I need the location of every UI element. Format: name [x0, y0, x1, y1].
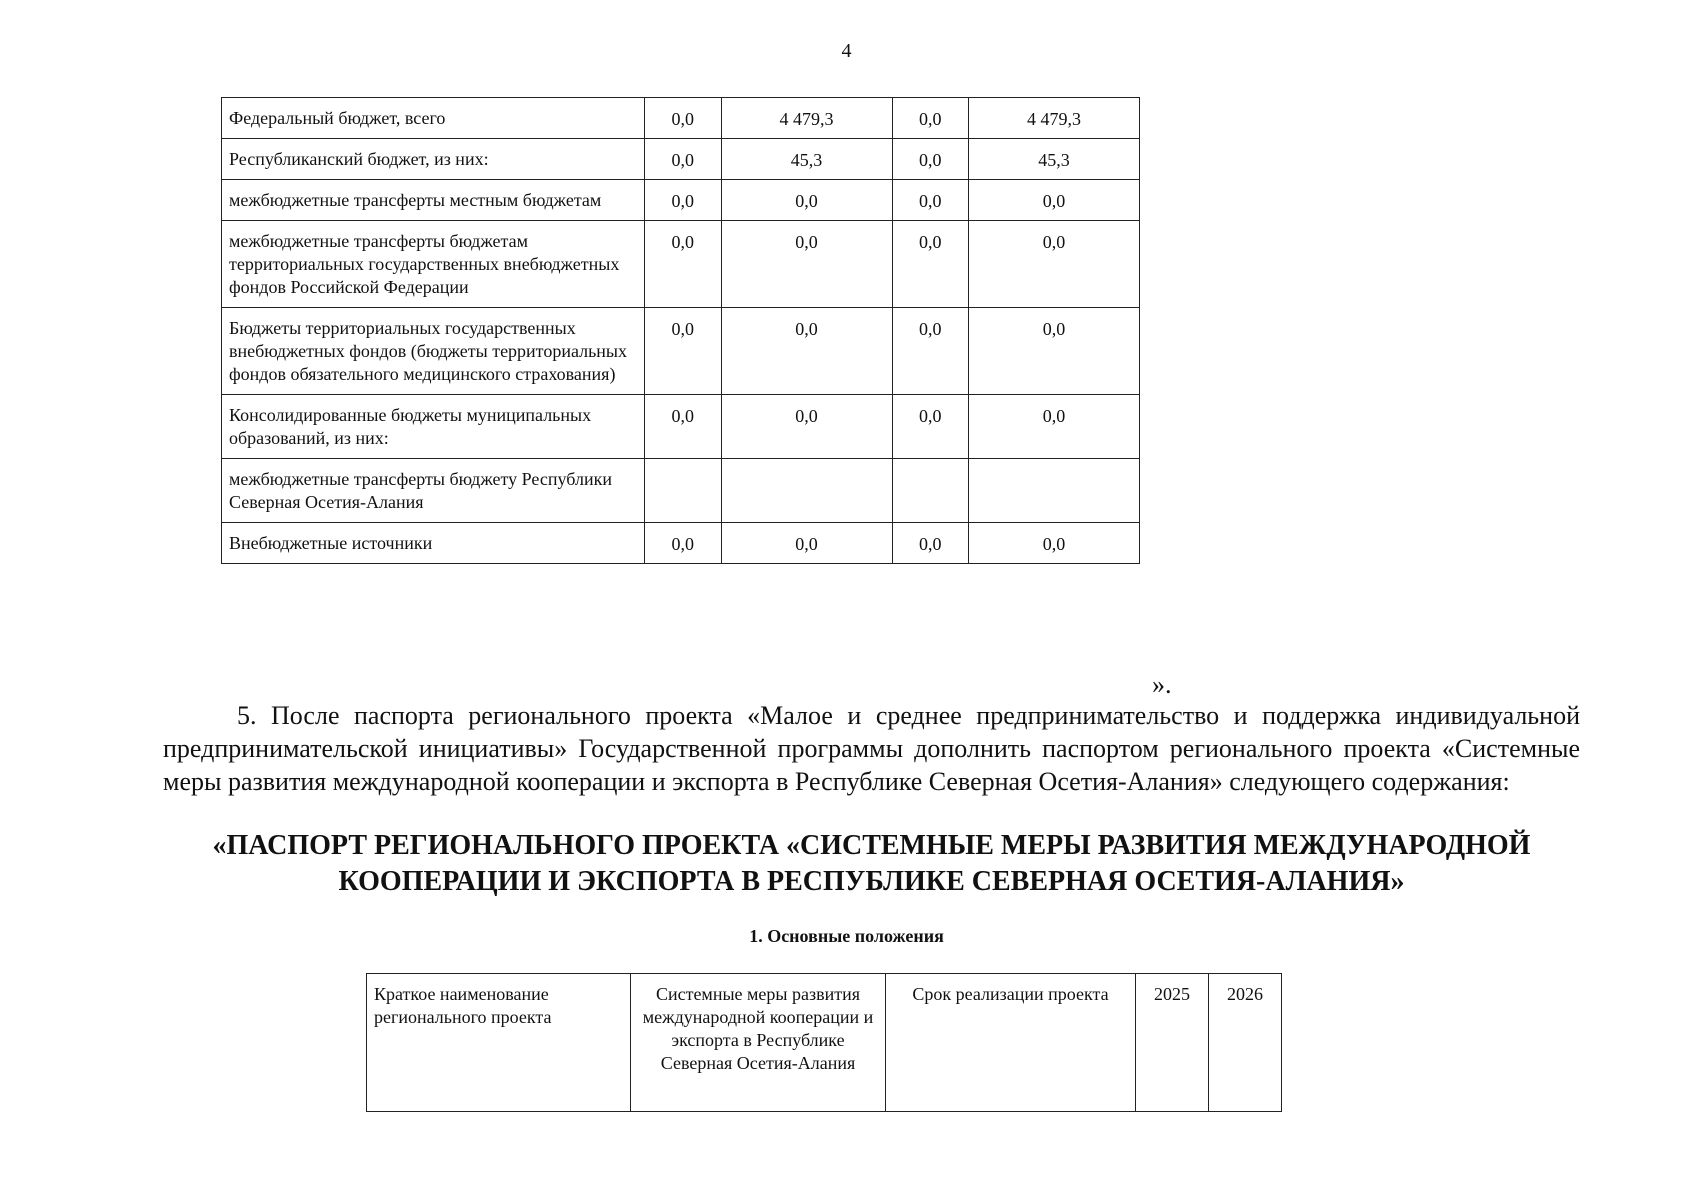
table-row	[222, 308, 1140, 395]
cell-value: 0,0	[969, 308, 1140, 395]
cell-value: 0,0	[645, 180, 722, 221]
table-row	[222, 180, 1140, 221]
cell-value: 0,0	[892, 221, 969, 308]
cell-value: 0,0	[969, 221, 1140, 308]
cell-value: 0,0	[721, 308, 892, 395]
row-label: Бюджеты территориальных государственных внебюджетных фондов (бюджеты территориальных фондов обязательного медицинского страхования)	[222, 308, 645, 395]
table-row	[222, 523, 1140, 564]
row-label: Консолидированные бюджеты муниципальных образований, из них:	[222, 395, 645, 459]
cell-value: 0,0	[892, 395, 969, 459]
cell-value	[892, 459, 969, 523]
passport-heading: «ПАСПОРТ РЕГИОНАЛЬНОГО ПРОЕКТА «СИСТЕМНЫЕ МЕРЫ РАЗВИТИЯ МЕЖДУНАРОДНОЙ КООПЕРАЦИИ И ЭКСПОРТА В РЕСПУБЛИКЕ СЕВЕРНАЯ ОСЕТИЯ-АЛАНИЯ»	[212, 830, 1531, 897]
cell-value: 0,0	[721, 221, 892, 308]
cell-value: 0,0	[892, 139, 969, 180]
cell-value: 0,0	[892, 98, 969, 139]
table-row	[367, 974, 1282, 1112]
table-row	[222, 139, 1140, 180]
row-label: Республиканский бюджет, из них:	[222, 139, 645, 180]
cell-value: 0,0	[645, 523, 722, 564]
cell-value: 0,0	[892, 180, 969, 221]
row-label: межбюджетные трансферты бюджету Республики Северная Осетия-Алания	[222, 459, 645, 523]
page-number: 4	[841, 40, 852, 62]
table-row	[222, 221, 1140, 308]
cell-value: 0,0	[721, 523, 892, 564]
cell-value: 0,0	[645, 221, 722, 308]
cell-value: 0,0	[645, 98, 722, 139]
closing-quote: ».	[1152, 670, 1172, 699]
cell-value: 4 479,3	[969, 98, 1140, 139]
table-row	[222, 98, 1140, 139]
cell-value: 0,0	[892, 523, 969, 564]
short-name-label: Краткое наименование регионального проекта	[367, 974, 631, 1112]
cell-value: 4 479,3	[721, 98, 892, 139]
cell-value: 45,3	[721, 139, 892, 180]
table-row	[222, 395, 1140, 459]
cell-value: 0,0	[969, 180, 1140, 221]
short-name-value: Системные меры развития международной кооперации и экспорта в Республике Северная Осетия-Алания	[631, 974, 886, 1112]
cell-value: 0,0	[721, 180, 892, 221]
period-label: Срок реализации проекта	[886, 974, 1136, 1112]
row-label: Внебюджетные источники	[222, 523, 645, 564]
cell-value: 0,0	[645, 139, 722, 180]
end-year: 2026	[1209, 974, 1282, 1112]
budget-table	[221, 97, 1140, 564]
cell-value: 0,0	[969, 523, 1140, 564]
cell-value: 0,0	[969, 395, 1140, 459]
cell-value: 0,0	[645, 308, 722, 395]
section-title: 1. Основные положения	[749, 926, 944, 946]
row-label: Федеральный бюджет, всего	[222, 98, 645, 139]
cell-value: 0,0	[892, 308, 969, 395]
cell-value: 0,0	[645, 395, 722, 459]
passport-table	[366, 973, 1282, 1112]
body-paragraph: 5. После паспорта регионального проекта «Малое и среднее предпринимательство и поддержка индивидуальной предпринимательской инициативы» Государственной программы дополнить паспортом регионального проекта «Системные меры развития международной кооперации и экспорта в Республике Северная Осетия-Алания» следующего содержания:	[163, 701, 1580, 796]
row-label: межбюджетные трансферты местным бюджетам	[222, 180, 645, 221]
cell-value: 45,3	[969, 139, 1140, 180]
cell-value	[969, 459, 1140, 523]
start-year: 2025	[1136, 974, 1209, 1112]
cell-value	[721, 459, 892, 523]
cell-value: 0,0	[721, 395, 892, 459]
row-label: межбюджетные трансферты бюджетам территориальных государственных внебюджетных фондов Российской Федерации	[222, 221, 645, 308]
table-row	[222, 459, 1140, 523]
cell-value	[645, 459, 722, 523]
